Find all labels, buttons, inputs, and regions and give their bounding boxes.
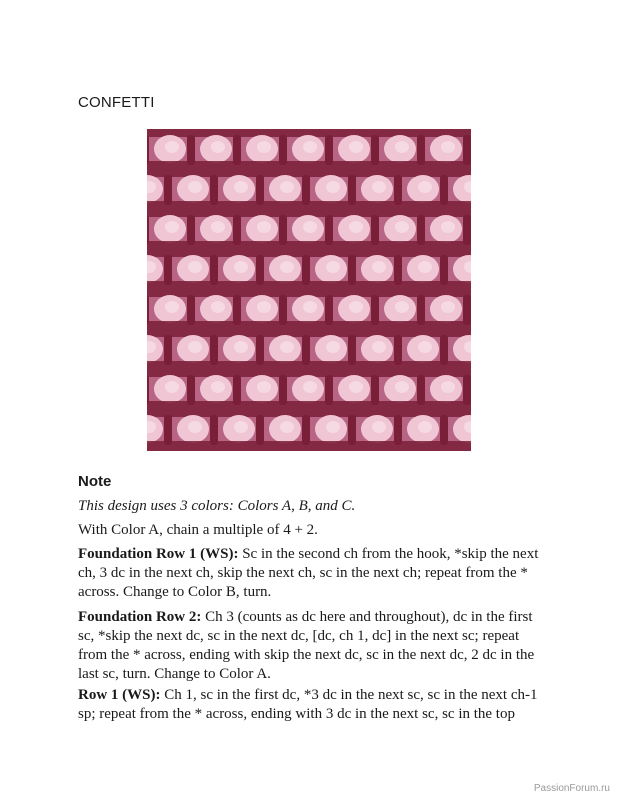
row-text: Ch 1, sc in the first dc, *3 dc in the next sc, sc in the next ch-1 sp; repeat from the * across, ending with 3 dc in the next sc, sc in the top [78,687,538,722]
stitch-highlight [349,381,363,393]
stitch-highlight [165,221,179,233]
dark-stitch-post [440,415,448,445]
dark-stitch-post [463,375,471,405]
dark-stitch-post [233,215,241,245]
dark-stitch-post [256,175,264,205]
dark-stitch-post [325,375,333,405]
stitch-highlight [326,261,340,273]
dark-stitch-post [417,375,425,405]
dark-stitch-post [302,175,310,205]
stitch-highlight [234,341,248,353]
dark-stitch-post [417,135,425,165]
stitch-highlight [372,421,386,433]
dark-stitch-post [187,295,195,325]
foundation-row-2 [78,608,548,684]
stitch-highlight [234,421,248,433]
dark-yarn-band [147,441,471,451]
dark-stitch-post [302,255,310,285]
stitch-highlight [280,181,294,193]
stitch-highlight [326,341,340,353]
dark-stitch-post [302,335,310,365]
row-label: Row 1 (WS): [78,687,161,703]
dark-stitch-post [279,375,287,405]
stitch-highlight [326,181,340,193]
stitch-highlight [418,421,432,433]
stitch-highlight [303,381,317,393]
dark-stitch-post [147,135,149,165]
stitch-highlight [395,221,409,233]
stitch-highlight [257,381,271,393]
row-text: Ch 3 (counts as dc here and throughout), dc in the first sc, *skip the next dc, sc in the next dc, [dc, ch 1, dc] in the next sc; repeat from the * across, ending with skip the next dc, sc in the next dc, 2 dc in the last sc, turn. Change to Color A. [78,609,535,682]
stitch-highlight [441,221,455,233]
dark-stitch-post [233,375,241,405]
dark-stitch-post [325,135,333,165]
dark-stitch-post [394,255,402,285]
dark-stitch-post [233,135,241,165]
stitch-highlight [326,421,340,433]
dark-stitch-post [187,215,195,245]
dark-stitch-post [256,415,264,445]
stitch-highlight [257,221,271,233]
dark-yarn-band [147,401,471,417]
stitch-highlight [280,421,294,433]
dark-stitch-post [325,295,333,325]
dark-stitch-post [164,175,172,205]
stitch-highlight [257,301,271,313]
row-1 [78,686,548,724]
dark-stitch-post [302,415,310,445]
dark-stitch-post [371,135,379,165]
dark-stitch-post [164,415,172,445]
stitch-highlight [303,301,317,313]
chain-instruction: With Color A, chain a multiple of 4 + 2. [78,522,318,538]
stitch-highlight [395,381,409,393]
dark-stitch-post [256,335,264,365]
dark-stitch-post [394,335,402,365]
dark-stitch-post [348,175,356,205]
stitch-highlight [280,341,294,353]
stitch-highlight [211,301,225,313]
stitch-highlight [418,181,432,193]
dark-yarn-band [147,361,471,377]
dark-stitch-post [348,255,356,285]
dark-stitch-post [187,135,195,165]
dark-stitch-post [440,175,448,205]
stitch-highlight [188,421,202,433]
stitch-highlight [395,301,409,313]
dark-stitch-post [371,215,379,245]
crochet-swatch-photo [147,129,471,451]
dark-stitch-post [233,295,241,325]
dark-stitch-post [147,295,149,325]
dark-stitch-post [210,335,218,365]
dark-stitch-post [463,215,471,245]
dark-stitch-post [463,295,471,325]
dark-stitch-post [371,375,379,405]
dark-yarn-band [147,281,471,297]
dark-stitch-post [325,215,333,245]
stitch-highlight [372,261,386,273]
stitch-highlight [211,141,225,153]
stitch-highlight [188,181,202,193]
row-text: Sc in the second ch from the hook, *skip the next ch, 3 dc in the next ch, skip the next ch, sc in the next ch; repeat from the * across. Change to Color B, turn. [78,546,539,600]
dark-stitch-post [440,335,448,365]
dark-yarn-band [147,241,471,257]
dark-stitch-post [210,255,218,285]
dark-stitch-post [279,135,287,165]
dark-stitch-post [164,335,172,365]
dark-stitch-post [394,415,402,445]
dark-stitch-post [417,215,425,245]
dark-stitch-post [256,255,264,285]
stitch-highlight [280,261,294,273]
stitch-highlight [188,341,202,353]
foundation-row-1 [78,545,548,602]
stitch-highlight [165,301,179,313]
stitch-highlight [441,141,455,153]
stitch-highlight [349,221,363,233]
stitch-highlight [211,381,225,393]
dark-stitch-post [279,215,287,245]
stitch-highlight [349,301,363,313]
stitch-highlight [188,261,202,273]
row-label: Foundation Row 1 (WS): [78,546,239,562]
stitch-highlight [165,381,179,393]
dark-stitch-post [279,295,287,325]
dark-stitch-post [187,375,195,405]
watermark: PassionForum.ru [533,783,610,794]
dark-stitch-post [147,375,149,405]
stitch-highlight [418,341,432,353]
stitch-highlight [349,141,363,153]
stitch-highlight [372,341,386,353]
stitch-highlight [165,141,179,153]
dark-stitch-post [348,415,356,445]
dark-stitch-post [417,295,425,325]
stitch-highlight [257,141,271,153]
dark-yarn-band [147,201,471,217]
stitch-highlight [234,181,248,193]
dark-stitch-post [210,415,218,445]
stitch-highlight [211,221,225,233]
stitch-highlight [234,261,248,273]
dark-stitch-post [147,215,149,245]
dark-stitch-post [210,175,218,205]
dark-stitch-post [394,175,402,205]
color-note: This design uses 3 colors: Colors A, B, and C. [78,498,356,514]
dark-stitch-post [440,255,448,285]
dark-stitch-post [463,135,471,165]
stitch-highlight [418,261,432,273]
dark-stitch-post [164,255,172,285]
dark-stitch-post [371,295,379,325]
stitch-highlight [303,221,317,233]
stitch-highlight [441,301,455,313]
stitch-highlight [441,381,455,393]
dark-yarn-band [147,321,471,337]
note-heading: Note [78,473,112,490]
dark-stitch-post [348,335,356,365]
page-title: CONFETTI [78,94,155,111]
stitch-highlight [303,141,317,153]
dark-yarn-band [147,161,471,177]
stitch-highlight [372,181,386,193]
row-label: Foundation Row 2: [78,609,202,625]
stitch-highlight [395,141,409,153]
